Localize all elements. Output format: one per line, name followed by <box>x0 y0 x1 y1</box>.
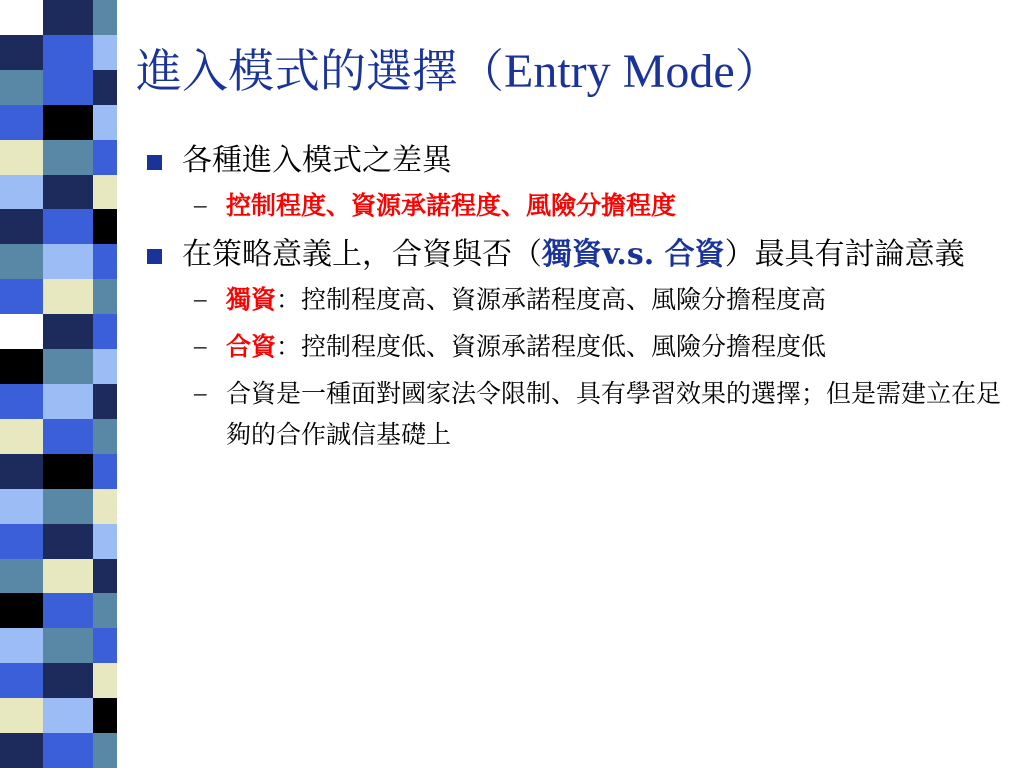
stripe-cell <box>0 559 43 594</box>
stripe-cell <box>43 314 93 349</box>
stripe-row <box>0 384 117 419</box>
stripe-cell <box>43 209 93 244</box>
stripe-cell <box>0 209 43 244</box>
stripe-cell <box>0 489 43 524</box>
stripe-cell <box>93 384 117 419</box>
bullet-2-sub-3 <box>142 373 1002 455</box>
stripe-cell <box>93 489 117 524</box>
stripe-row <box>0 663 117 698</box>
stripe-cell <box>43 349 93 384</box>
stripe-cell <box>0 698 43 733</box>
stripe-cell <box>0 628 43 663</box>
stripe-cell <box>93 314 117 349</box>
stripe-cell <box>43 140 93 175</box>
stripe-cell <box>43 70 93 105</box>
stripe-cell <box>0 0 43 35</box>
stripe-row <box>0 279 117 314</box>
sub-2-text: ：控制程度低、資源承諾程度低、風險分擔程度低 <box>276 332 827 361</box>
stripe-cell <box>93 209 117 244</box>
stripe-cell <box>93 663 117 698</box>
stripe-row <box>0 35 117 70</box>
stripe-row <box>0 524 117 559</box>
title-en: Entry Mode <box>504 45 735 98</box>
square-bullet-icon <box>147 155 162 170</box>
stripe-row <box>0 698 117 733</box>
stripe-cell <box>43 419 93 454</box>
decorative-stripe-bar <box>0 0 117 768</box>
stripe-cell <box>0 663 43 698</box>
stripe-cell <box>0 140 43 175</box>
square-bullet-icon <box>147 249 162 264</box>
highlight-sole-venture: 獨資 <box>542 237 602 272</box>
stripe-cell <box>93 175 117 210</box>
bullet-2 <box>142 232 1002 277</box>
stripe-cell <box>0 244 43 279</box>
stripe-cell <box>0 349 43 384</box>
highlight-vs: v.s. <box>602 237 665 272</box>
stripe-cell <box>43 663 93 698</box>
bullet-2-pre: 在策略意義上，合資與否（ <box>182 237 542 272</box>
stripe-cell <box>43 105 93 140</box>
stripe-cell <box>0 593 43 628</box>
stripe-row <box>0 209 117 244</box>
bullet-2-sub-1 <box>142 279 1002 320</box>
stripe-cell <box>43 593 93 628</box>
stripe-cell <box>0 524 43 559</box>
stripe-cell <box>43 698 93 733</box>
sub-2-key: 合資 <box>226 332 277 361</box>
dash-icon: – <box>194 286 207 313</box>
stripe-row <box>0 559 117 594</box>
stripe-cell <box>93 70 117 105</box>
bullet-1-sub-1-text: 控制程度、資源承諾程度、風險分擔程度 <box>226 191 677 220</box>
stripe-row <box>0 489 117 524</box>
stripe-cell <box>0 279 43 314</box>
highlight-joint-venture: 合資 <box>664 237 725 272</box>
stripe-cell <box>93 105 117 140</box>
stripe-cell <box>43 524 93 559</box>
stripe-row <box>0 140 117 175</box>
stripe-row <box>0 70 117 105</box>
sub-1-key: 獨資 <box>226 285 277 314</box>
bullet-1 <box>142 138 1002 183</box>
stripe-cell <box>93 628 117 663</box>
stripe-cell <box>43 0 93 35</box>
stripe-cell <box>0 419 43 454</box>
dash-icon: – <box>194 380 207 407</box>
bullet-2-sub-2 <box>142 326 1002 367</box>
stripe-cell <box>43 559 93 594</box>
bullet-1-text: 各種進入模式之差異 <box>182 143 452 178</box>
stripe-cell <box>0 175 43 210</box>
stripe-cell <box>93 419 117 454</box>
stripe-cell <box>43 733 93 768</box>
slide-title <box>136 44 1016 99</box>
stripe-cell <box>93 279 117 314</box>
stripe-row <box>0 733 117 768</box>
stripe-cell <box>93 244 117 279</box>
stripe-cell <box>43 244 93 279</box>
stripe-cell <box>0 314 43 349</box>
stripe-row <box>0 175 117 210</box>
stripe-cell <box>43 35 93 70</box>
title-zh: 進入模式的選擇（ <box>136 44 504 98</box>
stripe-cell <box>93 349 117 384</box>
stripe-cell <box>43 175 93 210</box>
stripe-cell <box>43 628 93 663</box>
stripe-cell <box>0 105 43 140</box>
stripe-cell <box>93 524 117 559</box>
dash-icon: – <box>194 333 207 360</box>
stripe-cell <box>93 559 117 594</box>
stripe-row <box>0 349 117 384</box>
stripe-cell <box>93 698 117 733</box>
stripe-row <box>0 0 117 35</box>
bullet-2-post: ）最具有討論意義 <box>724 237 965 272</box>
stripe-cell <box>93 454 117 489</box>
stripe-cell <box>43 384 93 419</box>
bullet-1-sub-1 <box>142 185 1002 226</box>
stripe-row <box>0 454 117 489</box>
stripe-row <box>0 314 117 349</box>
stripe-cell <box>93 733 117 768</box>
stripe-cell <box>0 384 43 419</box>
sub-3-text: 合資是一種面對國家法令限制、具有學習效果的選擇；但是需建立在足夠的合作誠信基礎上 <box>226 379 1002 449</box>
stripe-row <box>0 628 117 663</box>
stripe-cell <box>43 279 93 314</box>
stripe-cell <box>93 35 117 70</box>
stripe-row <box>0 419 117 454</box>
title-close: ） <box>734 44 781 98</box>
stripe-cell <box>0 35 43 70</box>
stripe-cell <box>0 70 43 105</box>
slide-body <box>142 138 1002 461</box>
sub-1-text: ：控制程度高、資源承諾程度高、風險分擔程度高 <box>276 285 827 314</box>
stripe-cell <box>43 489 93 524</box>
stripe-row <box>0 105 117 140</box>
stripe-row <box>0 244 117 279</box>
stripe-row <box>0 593 117 628</box>
stripe-cell <box>0 454 43 489</box>
stripe-cell <box>93 140 117 175</box>
stripe-cell <box>43 454 93 489</box>
dash-icon: – <box>194 192 207 219</box>
stripe-cell <box>93 593 117 628</box>
stripe-cell <box>0 733 43 768</box>
stripe-cell <box>93 0 117 35</box>
